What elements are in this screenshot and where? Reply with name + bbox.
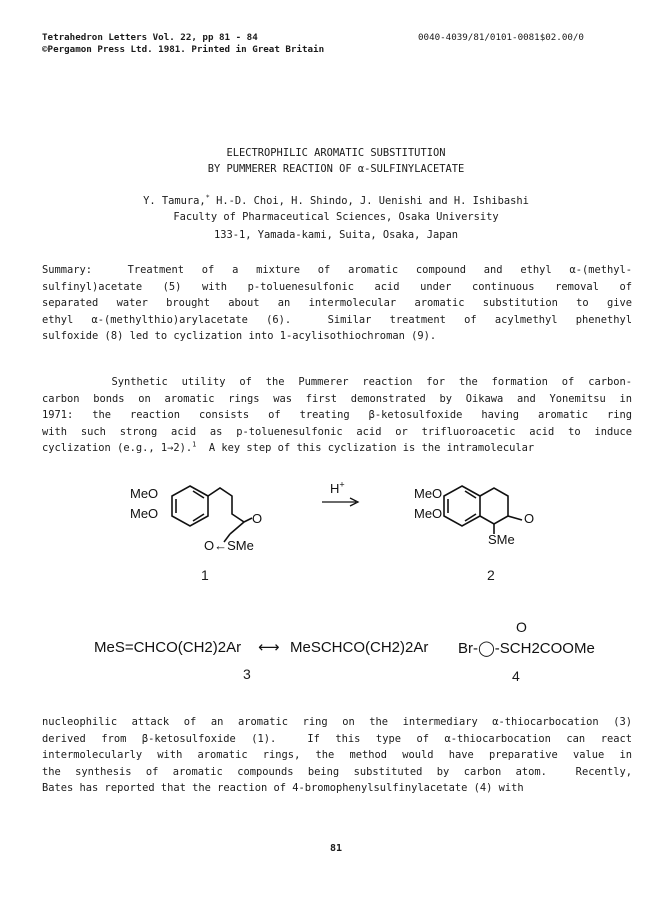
author-rest: H.-D. Choi, H. Shindo, J. Uenishi and H. Ishibashi xyxy=(209,195,529,207)
compound-2-meo-bottom: MeO xyxy=(414,506,443,521)
body-line: nucleophilic attack of an aromatic ring on the intermediary α-thiocarbocation (3) xyxy=(42,716,632,728)
intro-line: with such strong acid as p-toluenesulfonic acid or trifluoroacetic acid to induce xyxy=(42,425,632,438)
address: 133-1, Yamada-kami, Suita, Osaka, Japan xyxy=(214,229,458,241)
compound-4-label: 4 xyxy=(512,668,520,684)
citation-ref: 1 xyxy=(192,440,197,449)
summary xyxy=(42,262,632,345)
article-code: 0040-4039/81/0101-0081$02.00/0 xyxy=(418,32,584,43)
body-line: derived from β-ketosulfoxide (1). If this type of α-thiocarbocation can react xyxy=(42,732,632,745)
compound-1-meo-bottom: MeO xyxy=(130,506,159,521)
compound-3-label: 3 xyxy=(243,666,251,682)
sulfinyl-oxygen: O xyxy=(516,619,527,635)
arrow-reagent: H+ xyxy=(330,479,345,496)
resonance-arrow: ⟷ xyxy=(258,639,280,656)
compound-2-meo-top: MeO xyxy=(414,486,443,501)
affiliation: Faculty of Pharmaceutical Sciences, Osaka University xyxy=(173,211,499,223)
compound-2-label: 2 xyxy=(487,567,495,583)
summary-line: sulfoxide (8) led to cyclization into 1-acylisothiochroman (9). xyxy=(42,330,437,343)
intro-line: carbon bonds on aromatic rings was first demonstrated by Oikawa and Yonemitsu in xyxy=(42,392,632,405)
compound-1-carbonyl-o: O xyxy=(252,511,263,526)
body-line: Bates has reported that the reaction of 4-bromophenylsulfinylacetate (4) with xyxy=(42,782,524,795)
compound-1-sulfoxide: O←SMe xyxy=(204,538,254,553)
compound-2-sme: SMe xyxy=(488,532,515,547)
intro-line-last: cyclization (e.g., 1→2).$^1$ A key step of this cyclization is the intramolecular xyxy=(42,440,535,455)
copyright-line: ©Pergamon Press Ltd. 1981. Printed in Great Britain xyxy=(42,44,325,55)
title-line-1: ELECTROPHILIC AROMATIC SUBSTITUTION xyxy=(226,147,446,159)
reaction-arrow xyxy=(322,496,362,508)
intro-paragraph xyxy=(42,374,632,457)
intro-line: 1971: the reaction consists of treating β-ketosulfoxide having aromatic ring xyxy=(42,409,632,422)
body-line: intermolecularly with aromatic rings, the method would have preparative value in xyxy=(42,749,632,762)
body-paragraph xyxy=(42,714,632,797)
ylide-form: MeS=CHCO(CH2)2Ar xyxy=(94,639,242,656)
compound-1-meo-top: MeO xyxy=(130,486,159,501)
author-first: Y. Tamura, xyxy=(143,195,206,207)
intro-line: Synthetic utility of the Pummerer reaction for the formation of carbon- xyxy=(42,376,632,388)
journal-citation: Tetrahedron Letters Vol. 22, pp 81 - 84 xyxy=(42,32,258,43)
summary-line: sulfinyl)acetate (5) with p-toluenesulfonic acid under continuous removal of xyxy=(42,280,632,293)
compound-4-formula: Br-◯-SCH2COOMe xyxy=(458,640,595,657)
author-list xyxy=(0,194,672,208)
compound-1-label: 1 xyxy=(201,567,209,583)
compound-2-carbonyl-o: O xyxy=(524,511,535,526)
page-number: 81 xyxy=(329,843,343,854)
summary-line: ethyl α-(methylthio)arylacetate (6). Similar treatment of acylmethyl phenethyl xyxy=(42,313,632,326)
summary-line: separated water brought about an intermolecular aromatic substitution to give xyxy=(42,297,632,310)
corresponding-star: * xyxy=(205,193,210,202)
carbocation-form: MeSCHCO(CH2)2Ar xyxy=(290,639,429,656)
body-line: the synthesis of aromatic compounds being substituted by carbon atom. Recently, xyxy=(42,765,632,778)
summary-line: Summary: Treatment of a mixture of aromatic compound and ethyl α-(methyl- xyxy=(42,264,632,276)
title-line-2: BY PUMMERER REACTION OF α-SULFINYLACETATE xyxy=(207,163,465,175)
